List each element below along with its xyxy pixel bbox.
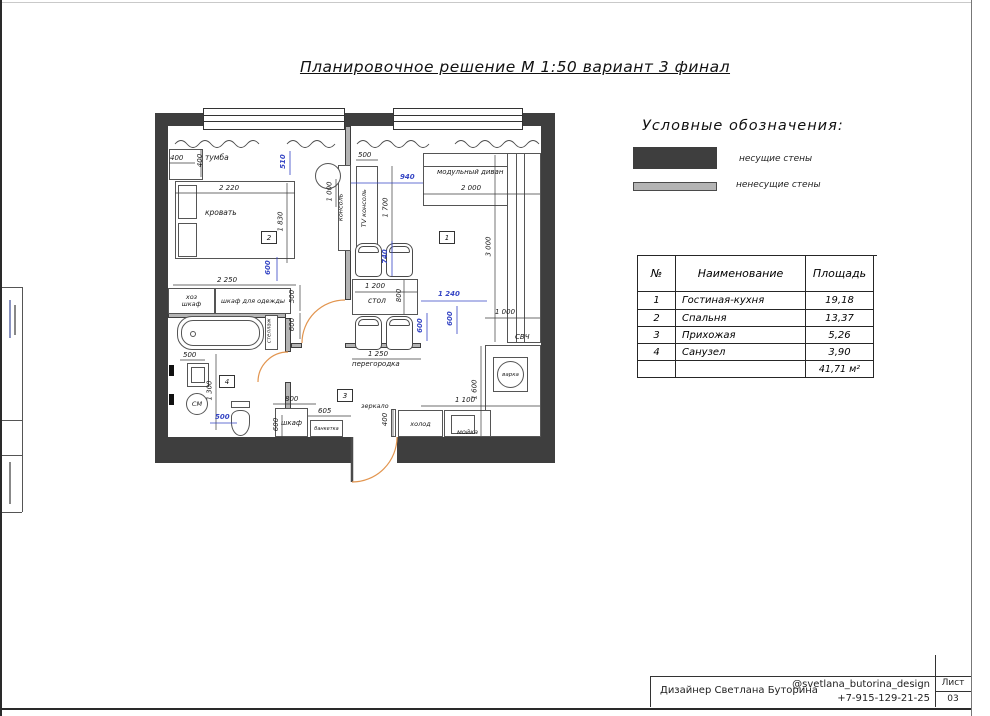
table-header-name bbox=[676, 256, 806, 292]
shelf-label: стеллаж bbox=[266, 318, 273, 344]
row-area: 19,18 bbox=[825, 295, 854, 306]
dim-label-blue: 510 bbox=[278, 154, 287, 169]
dim-label: 1 200 bbox=[365, 282, 386, 290]
wardrobe-label-text: шкаф для одежды bbox=[220, 297, 286, 305]
bench-label bbox=[310, 420, 343, 437]
washer-label-text: СМ bbox=[191, 400, 203, 408]
frame-left-border bbox=[0, 0, 2, 716]
dim-label: 1 250 bbox=[368, 350, 389, 358]
dim-label: 1 700 bbox=[381, 197, 390, 218]
dim-label: 800 bbox=[285, 395, 299, 403]
frame-stamp-tick bbox=[2, 287, 22, 288]
dim-label: 605 bbox=[318, 407, 332, 415]
floor-plan bbox=[155, 113, 555, 513]
badge-number: 3 bbox=[342, 391, 348, 400]
row-num: 4 bbox=[653, 346, 660, 358]
mirror-label: зеркало bbox=[361, 402, 389, 410]
table-header-num bbox=[638, 256, 676, 292]
fridge-label bbox=[398, 410, 443, 437]
sink-label-text: мойка bbox=[456, 428, 478, 436]
utility-label-line: шкаф bbox=[181, 300, 202, 308]
row-area: 5,26 bbox=[828, 329, 851, 341]
door-arc-bathroom bbox=[258, 352, 288, 382]
door-arc-bedroom bbox=[302, 300, 345, 343]
fridge-label-text: холод bbox=[410, 419, 431, 428]
bed-label: кровать bbox=[205, 208, 237, 217]
dim-label: 2 250 bbox=[217, 276, 238, 284]
badge-number: 1 bbox=[444, 233, 450, 242]
dim-label: 1 600 bbox=[470, 379, 479, 400]
dim-label: 600 bbox=[272, 417, 281, 432]
row-name: Спальня bbox=[682, 312, 727, 324]
curtain-wave bbox=[455, 141, 539, 148]
dim-label-blue: 1 240 bbox=[438, 290, 460, 298]
dim-label: 500 bbox=[358, 151, 372, 159]
frame-stamp-line bbox=[22, 287, 23, 512]
table-total-row bbox=[638, 361, 676, 378]
dim-label: 1 100 bbox=[455, 396, 476, 404]
dim-label: 1 830 bbox=[276, 211, 285, 232]
frame-top-line bbox=[2, 2, 971, 3]
table-header-area bbox=[806, 256, 874, 292]
row-num: 1 bbox=[653, 295, 660, 306]
rooms-table bbox=[637, 255, 877, 378]
title-block-sheet-midline bbox=[935, 691, 971, 692]
table-row bbox=[676, 310, 806, 327]
legend-bearing-swatch bbox=[633, 147, 717, 169]
dim-label: 400 bbox=[381, 412, 390, 427]
room-badge-living bbox=[439, 231, 455, 244]
room-badge-hall bbox=[337, 389, 353, 402]
curtain-wave bbox=[287, 141, 335, 148]
tv-console-label: TV консоль bbox=[359, 189, 368, 228]
dim-label: 1 000 bbox=[495, 308, 516, 316]
table-row bbox=[806, 292, 874, 310]
legend-title: Условные обозначения: bbox=[642, 118, 844, 134]
badge-number: 2 bbox=[266, 233, 272, 242]
designer-name: Дизайнер Светлана Буторина bbox=[660, 685, 818, 696]
table-row bbox=[806, 327, 874, 344]
table-row bbox=[676, 344, 806, 361]
dim-label: 2 220 bbox=[219, 184, 240, 192]
hall-closet-label-text: шкаф bbox=[281, 418, 302, 427]
curtain-wave bbox=[357, 141, 429, 148]
door-arc-entrance bbox=[352, 437, 397, 482]
instagram-handle: @svetlana_butorina_design bbox=[792, 679, 930, 690]
total-area: 41,71 м² bbox=[818, 363, 861, 375]
frame-stamp-text-mark bbox=[14, 305, 16, 335]
row-name: Санузел bbox=[682, 346, 726, 358]
row-area: 13,37 bbox=[825, 312, 854, 324]
dim-label: 1 000 bbox=[325, 181, 334, 202]
row-num: 2 bbox=[653, 312, 660, 324]
frame-stamp-tick bbox=[2, 455, 22, 456]
dim-label: 2 000 bbox=[461, 184, 482, 192]
table-total-row bbox=[676, 361, 806, 378]
dim-label-blue: 740 bbox=[380, 249, 389, 264]
table-row bbox=[676, 327, 806, 344]
bench-label-text: банкетка bbox=[314, 425, 339, 432]
col-name-label: Наименование bbox=[697, 267, 784, 280]
table-label: стол bbox=[368, 296, 386, 305]
utility-label-line: хоз bbox=[185, 292, 198, 301]
dim-label-blue: 600 bbox=[263, 260, 272, 275]
console-label: консоль bbox=[336, 193, 345, 222]
dim-label: 3 000 bbox=[484, 236, 493, 257]
curtain-wave bbox=[175, 141, 259, 148]
legend-nonbearing-swatch bbox=[633, 182, 717, 191]
sink-label bbox=[444, 410, 491, 437]
title-block-sheet-divider bbox=[935, 655, 936, 707]
dim-label-blue: 500 bbox=[215, 413, 230, 421]
title-block-left-line bbox=[650, 676, 651, 707]
dim-label-blue: 600 bbox=[415, 318, 424, 333]
room-badge-bedroom bbox=[261, 231, 277, 244]
partition-label: перегородка bbox=[352, 360, 400, 368]
legend-nonbearing-label: ненесущие стены bbox=[736, 180, 821, 190]
phone-number: +7-915-129-21-25 bbox=[837, 693, 930, 704]
sheet-label: Лист bbox=[941, 678, 965, 688]
wardrobe-label bbox=[215, 288, 291, 314]
frame-right-border bbox=[971, 0, 972, 716]
frame-stamp-text-mark bbox=[9, 300, 11, 338]
dim-label: 600 bbox=[288, 317, 297, 332]
table-row bbox=[676, 292, 806, 310]
dim-label-blue: 940 bbox=[400, 173, 415, 181]
frame-bottom-border bbox=[2, 708, 971, 710]
room-badge-bath bbox=[219, 375, 235, 388]
nightstand-label: тумба bbox=[205, 153, 229, 162]
frame-stamp-tick bbox=[2, 420, 22, 421]
dim-label-blue: 600 bbox=[445, 311, 454, 326]
table-row bbox=[638, 327, 676, 344]
col-area-label: Площадь bbox=[812, 267, 867, 280]
cooktop-label bbox=[497, 361, 524, 388]
row-name: Прихожая bbox=[682, 329, 736, 341]
badge-number: 4 bbox=[224, 377, 230, 386]
microwave-label: СВЧ bbox=[515, 333, 530, 341]
sheet-number: 03 bbox=[947, 694, 959, 704]
row-num: 3 bbox=[653, 329, 660, 341]
page-title: Планировочное решение М 1:50 вариант 3 финал bbox=[299, 58, 731, 76]
utility-closet-label bbox=[168, 288, 215, 314]
row-area: 3,90 bbox=[828, 346, 851, 358]
table-row bbox=[806, 344, 874, 361]
table-row bbox=[806, 310, 874, 327]
dim-label: 1 300 bbox=[205, 380, 214, 401]
cooktop-label-text: варка bbox=[502, 371, 519, 378]
dim-label: 800 bbox=[395, 288, 404, 303]
table-row bbox=[638, 292, 676, 310]
legend-bearing-label: несущие стены bbox=[739, 154, 813, 164]
row-name: Гостиная-кухня bbox=[682, 295, 765, 306]
table-row bbox=[638, 310, 676, 327]
table-row bbox=[638, 344, 676, 361]
title-block-top-line bbox=[650, 676, 971, 677]
frame-stamp-tick bbox=[2, 512, 22, 513]
dim-label: 400 bbox=[170, 154, 184, 162]
dim-label: 400 bbox=[196, 153, 205, 168]
dim-label: 500 bbox=[288, 289, 297, 304]
table-total-row bbox=[806, 361, 874, 378]
frame-stamp-text-mark bbox=[9, 462, 11, 504]
dim-label: 500 bbox=[183, 351, 197, 359]
sofa-label: модульный диван bbox=[437, 168, 504, 176]
col-num-label: № bbox=[650, 267, 663, 280]
